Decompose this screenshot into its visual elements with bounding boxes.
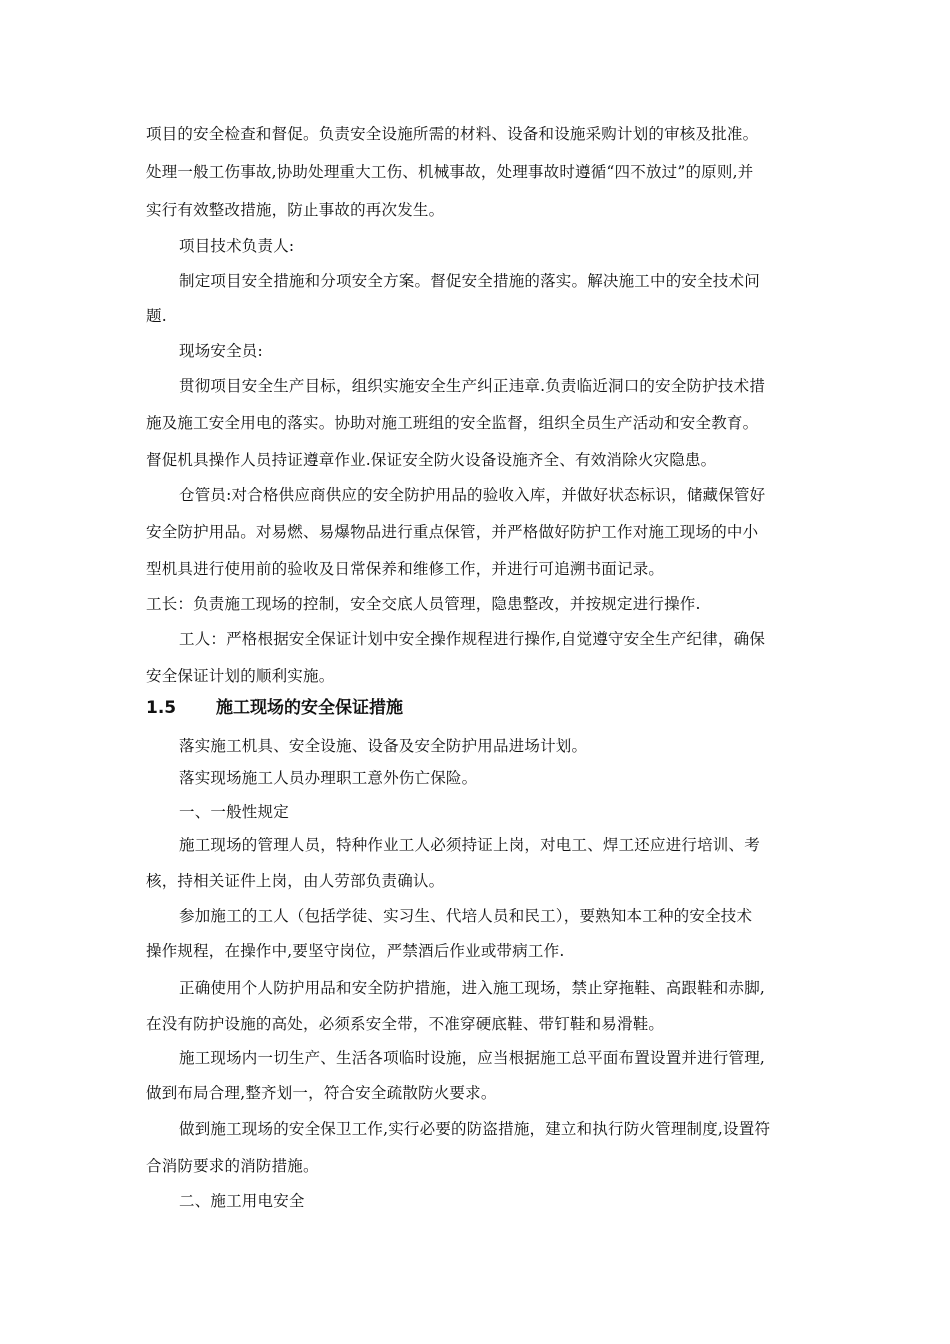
paragraph-line: 仓管员:对合格供应商供应的安全防护用品的验收入库，并做好状态标识，储藏保管好	[179, 486, 766, 504]
paragraph-line: 操作规程，在操作中,要坚守岗位，严禁酒后作业或带病工作.	[146, 942, 565, 960]
paragraph-line: 现场安全员:	[179, 342, 263, 360]
paragraph-line: 施工现场内一切生产、生活各项临时设施，应当根据施工总平面布置设置并进行管理,	[179, 1049, 766, 1067]
paragraph-line: 工长：负责施工现场的控制，安全交底人员管理，隐患整改，并按规定进行操作.	[146, 595, 701, 613]
paragraph-line: 做到布局合理,整齐划一，符合安全疏散防火要求。	[146, 1084, 497, 1102]
paragraph-line: 制定项目安全措施和分项安全方案。督促安全措施的落实。解决施工中的安全技术问	[179, 272, 760, 290]
paragraph-line: 型机具进行使用前的验收及日常保养和维修工作，并进行可追溯书面记录。	[146, 560, 665, 578]
paragraph-line: 合消防要求的消防措施。	[146, 1157, 319, 1175]
section-title: 施工现场的安全保证措施	[216, 698, 403, 718]
paragraph-line: 安全保证计划的顺利实施。	[146, 667, 335, 685]
paragraph-line: 实行有效整改措施，防止事故的再次发生。	[146, 201, 445, 219]
paragraph-line: 正确使用个人防护用品和安全防护措施，进入施工现场，禁止穿拖鞋、高跟鞋和赤脚,	[179, 979, 766, 997]
paragraph-line: 参加施工的工人（包括学徒、实习生、代培人员和民工），要熟知本工种的安全技术	[179, 907, 753, 925]
paragraph-line: 督促机具操作人员持证遵章作业.保证安全防火设备设施齐全、有效消除火灾隐患。	[146, 451, 717, 469]
paragraph-line: 施工现场的管理人员，特种作业工人必须持证上岗，对电工、焊工还应进行培训、考	[179, 836, 760, 854]
paragraph-line: 工人：严格根据安全保证计划中安全操作规程进行操作,自觉遵守安全生产纪律，确保	[179, 630, 766, 648]
paragraph-line: 二、施工用电安全	[179, 1192, 305, 1210]
paragraph-line: 落实现场施工人员办理职工意外伤亡保险。	[179, 769, 478, 787]
paragraph-line: 做到施工现场的安全保卫工作,实行必要的防盗措施，建立和执行防火管理制度,设置符	[179, 1120, 771, 1138]
section-number: 1.5	[146, 698, 177, 718]
paragraph-line: 题.	[146, 307, 167, 325]
section-heading	[146, 697, 403, 719]
paragraph-line: 贯彻项目安全生产目标，组织实施安全生产纠正违章.负责临近洞口的安全防护技术措	[179, 377, 766, 395]
paragraph-line: 项目的安全检查和督促。负责安全设施所需的材料、设备和设施采购计划的审核及批准。	[146, 125, 759, 143]
paragraph-line: 安全防护用品。对易燃、易爆物品进行重点保管，并严格做好防护工作对施工现场的中小	[146, 523, 759, 541]
paragraph-line: 核，持相关证件上岗，由人劳部负责确认。	[146, 872, 445, 890]
paragraph-line: 一、一般性规定	[179, 803, 289, 821]
paragraph-line: 落实施工机具、安全设施、设备及安全防护用品进场计划。	[179, 737, 588, 755]
paragraph-line: 在没有防护设施的高处，必须系安全带，不准穿硬底鞋、带钉鞋和易滑鞋。	[146, 1015, 665, 1033]
paragraph-line: 施及施工安全用电的落实。协助对施工班组的安全监督，组织全员生产活动和安全教育。	[146, 414, 759, 432]
paragraph-line: 项目技术负责人:	[179, 237, 295, 255]
paragraph-line: 处理一般工伤事故,协助处理重大工伤、机械事故，处理事故时遵循“四不放过”的原则,并	[146, 163, 754, 181]
